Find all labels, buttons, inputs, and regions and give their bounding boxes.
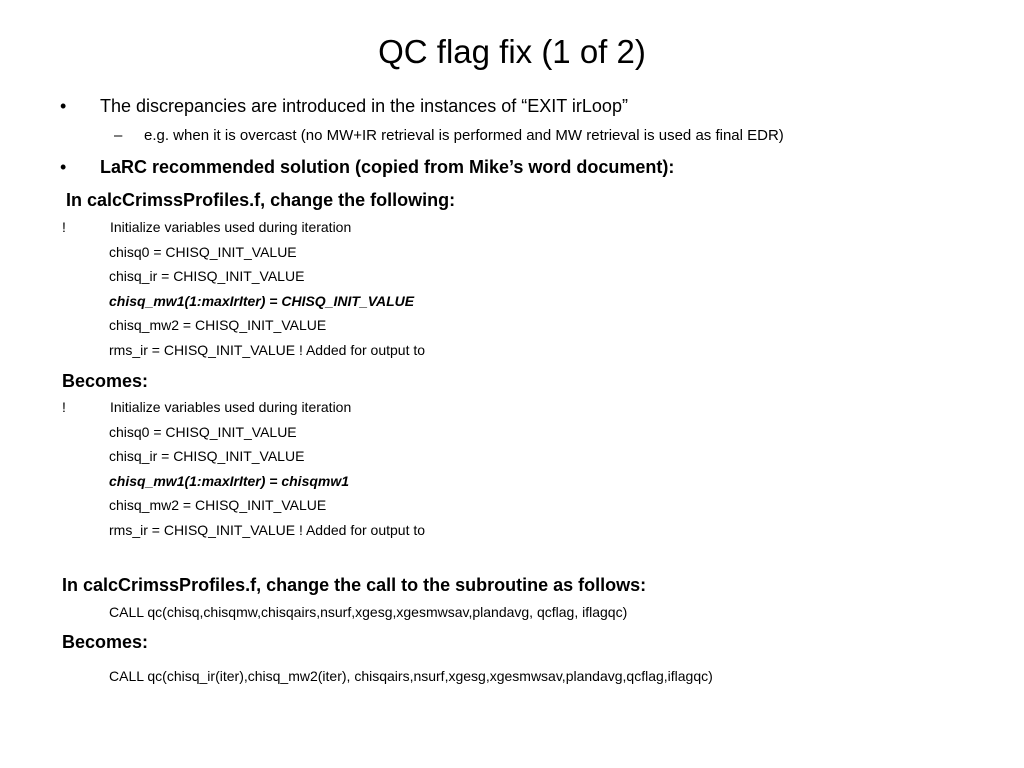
code-comment: Initialize variables used during iteration — [110, 219, 352, 235]
code-line-highlighted: chisq_mw1(1:maxIrIter) = CHISQ_INIT_VALUE — [109, 293, 415, 309]
sub-bullet-overcast: e.g. when it is overcast (no MW+IR retrieval is performed and MW retrieval is used as final EDR) — [144, 127, 784, 144]
bullet-item-larc-solution: LaRC recommended solution (copied from Mike’s word document): — [100, 157, 675, 177]
code-line-highlighted: chisq_mw1(1:maxIrIter) = chisqmw1 — [109, 473, 350, 489]
slide-title: QC flag fix (1 of 2) — [378, 33, 646, 70]
bullet-glyph: • — [60, 157, 67, 177]
comment-bang: ! — [62, 219, 66, 235]
code-line: rms_ir = CHISQ_INIT_VALUE ! Added for output to — [109, 522, 426, 538]
becomes-label: Becomes: — [62, 371, 149, 391]
code-line: chisq_mw2 = CHISQ_INIT_VALUE — [109, 497, 327, 513]
call-before-line: CALL qc(chisq,chisqmw,chisqairs,nsurf,xgesg,xgesmwsav,plandavg, qcflag, iflagqc) — [109, 604, 628, 620]
bullet-glyph: • — [60, 96, 67, 116]
section1-header: In calcCrimssProfiles.f, change the following: — [66, 190, 456, 210]
code-comment: Initialize variables used during iteration — [110, 399, 352, 415]
code-line: rms_ir = CHISQ_INIT_VALUE ! Added for output to — [109, 342, 426, 358]
call-after-line: CALL qc(chisq_ir(iter),chisq_mw2(iter), chisqairs,nsurf,xgesg,xgesmwsav,plandavg,qcflag,iflagqc) — [109, 668, 713, 684]
code-line: chisq0 = CHISQ_INIT_VALUE — [109, 424, 297, 440]
code-line: chisq0 = CHISQ_INIT_VALUE — [109, 244, 297, 260]
code-line: chisq_mw2 = CHISQ_INIT_VALUE — [109, 317, 327, 333]
bullet-item-discrepancies: The discrepancies are introduced in the instances of “EXIT irLoop” — [100, 96, 628, 116]
dash-glyph: – — [114, 127, 123, 144]
section2-header: In calcCrimssProfiles.f, change the call to the subroutine as follows: — [62, 575, 647, 595]
comment-bang: ! — [62, 399, 66, 415]
becomes-label: Becomes: — [62, 632, 149, 652]
code-line: chisq_ir = CHISQ_INIT_VALUE — [109, 448, 305, 464]
code-line: chisq_ir = CHISQ_INIT_VALUE — [109, 268, 305, 284]
